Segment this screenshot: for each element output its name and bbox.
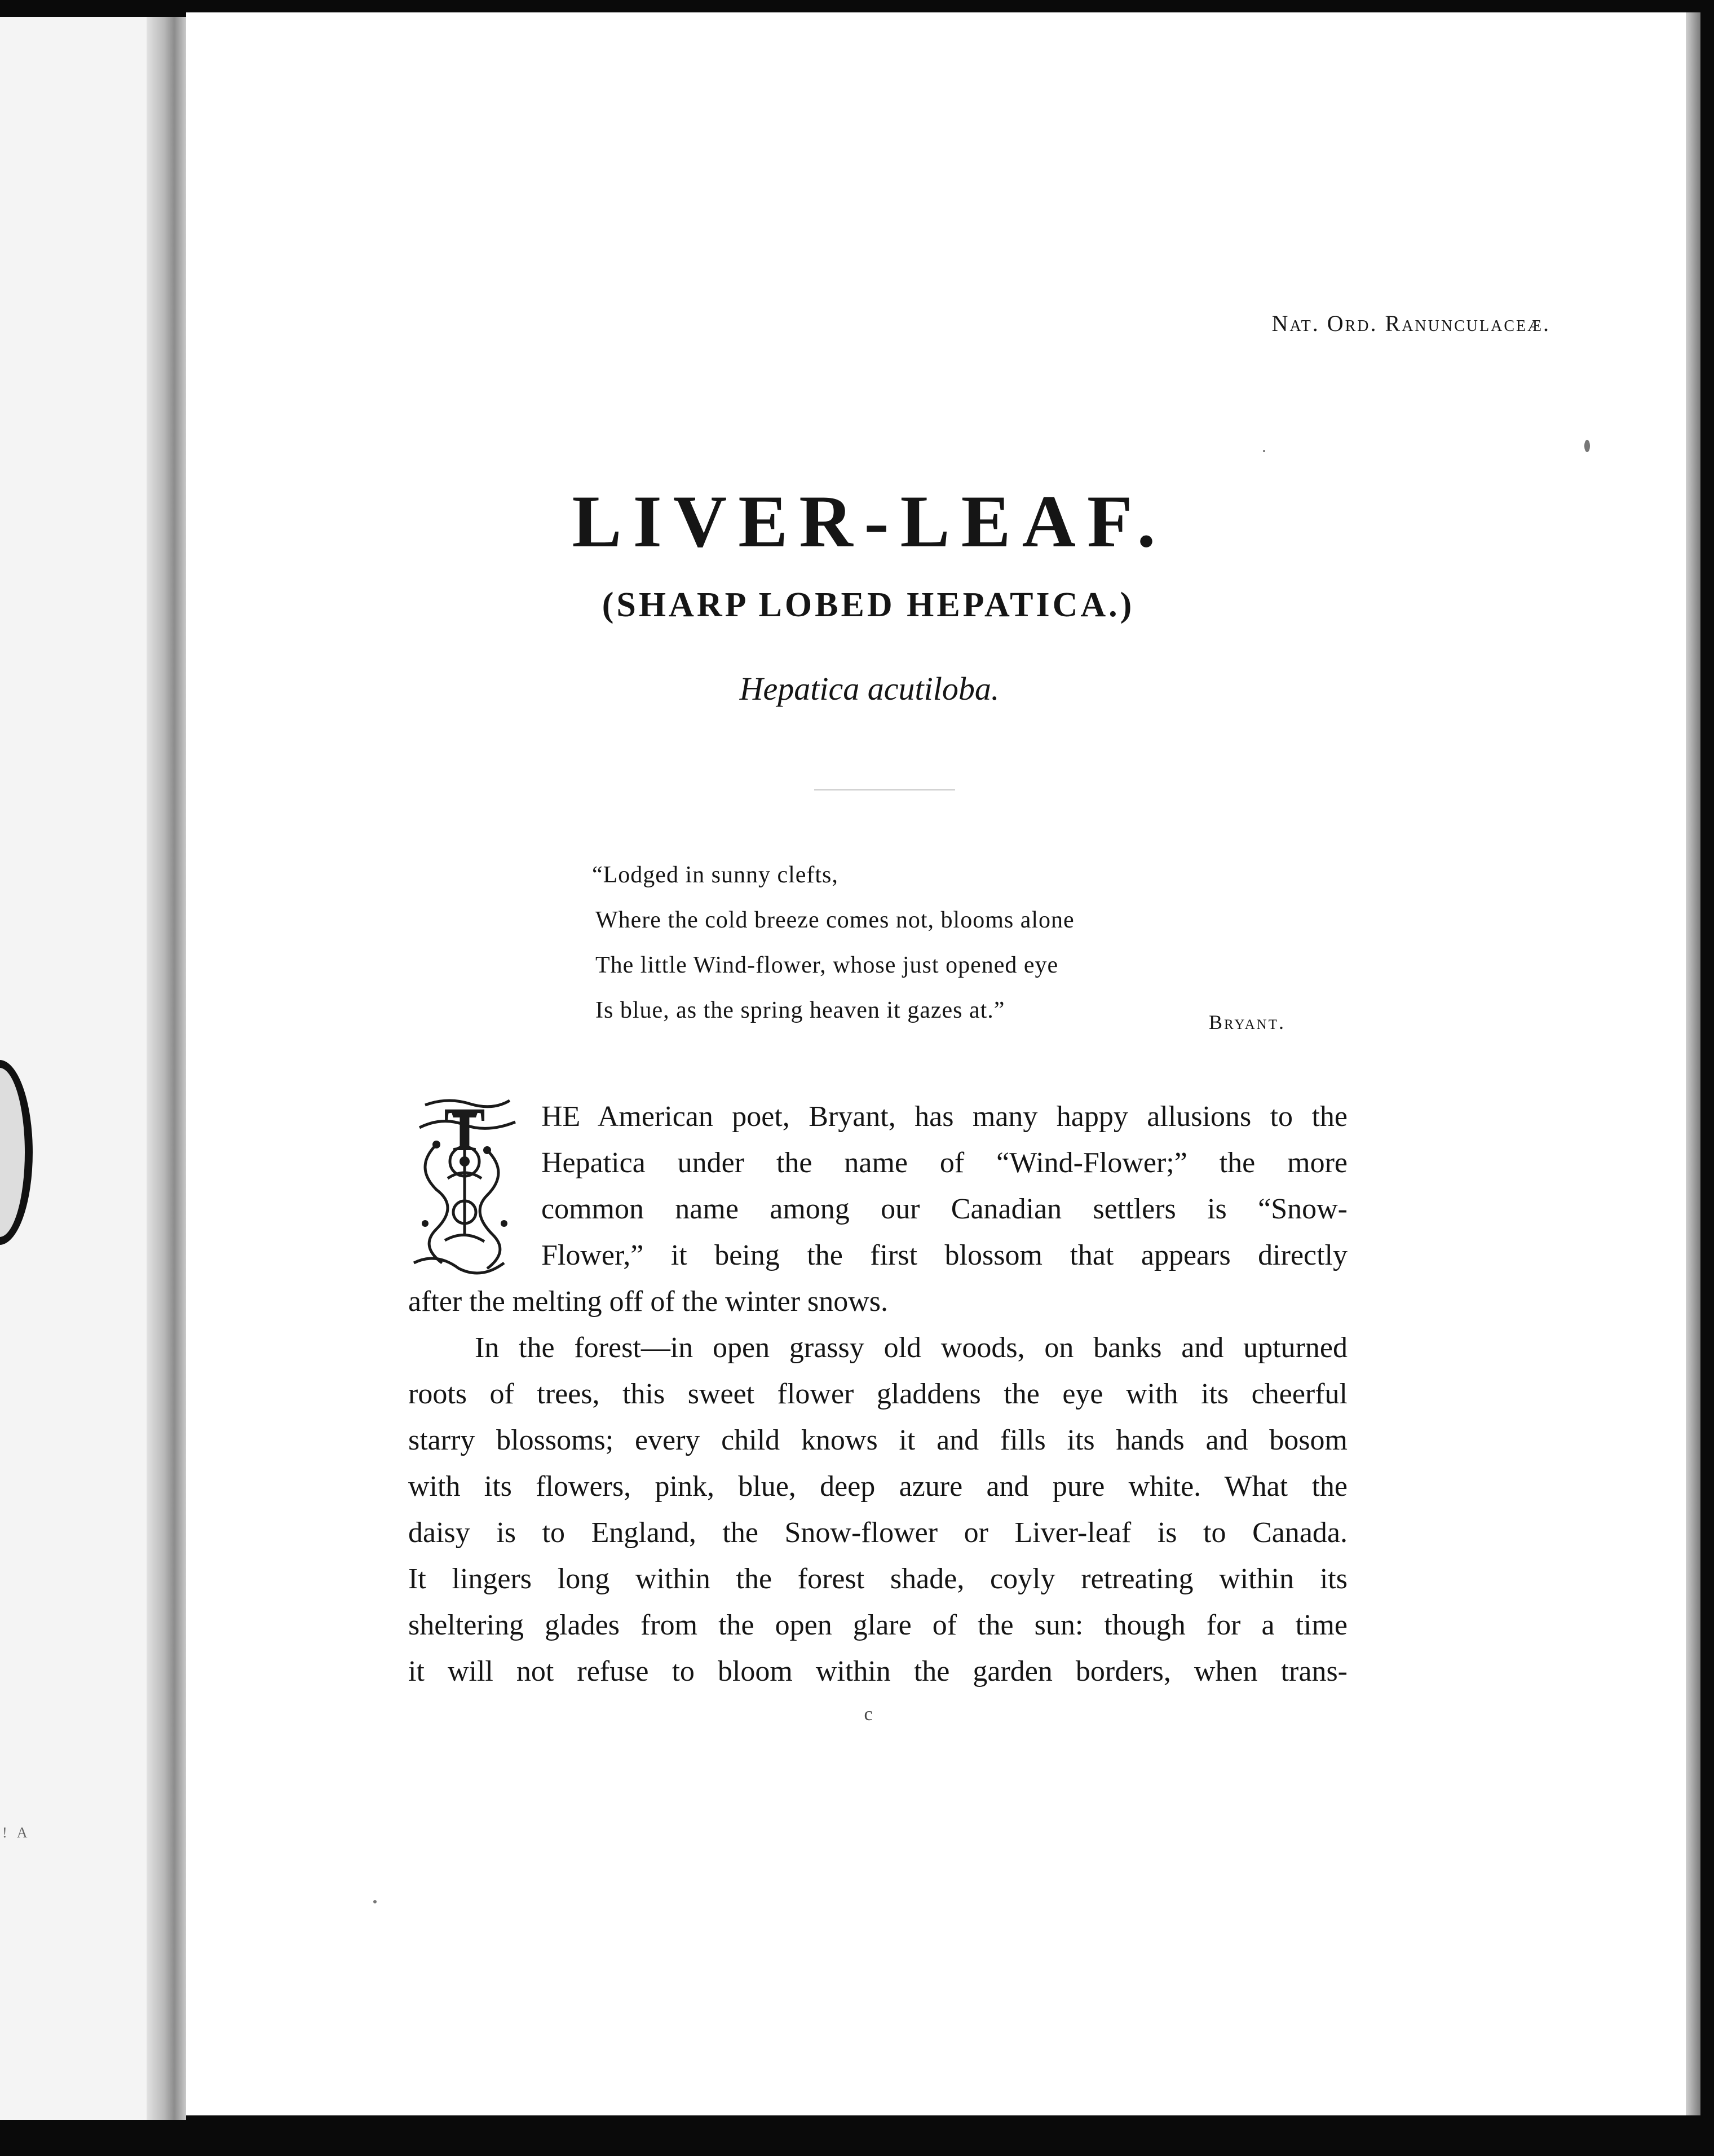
- epigraph-line: “Lodged in sunny clefts,: [592, 862, 838, 888]
- paper-speck: [1584, 440, 1590, 452]
- text-line: Hepatica under the name of “Wind-Flower;” the more: [541, 1147, 1348, 1179]
- text-line: It lingers long within the forest shade, coyly retreating within its: [408, 1563, 1348, 1595]
- drop-cap-letter: T: [444, 1095, 485, 1164]
- page-edge: [1686, 12, 1700, 2115]
- epigraph: [592, 852, 1385, 1033]
- page-subtitle: (SHARP LOBED HEPATICA.): [602, 586, 1135, 624]
- signature-mark: c: [864, 1704, 873, 1725]
- text-line: In the forest—in open grassy old woods, on banks and upturned: [475, 1332, 1348, 1364]
- text-line: it will not refuse to bloom within the garden borders, when trans-: [408, 1655, 1348, 1687]
- text-line: starry blossoms; every child knows it and fills its hands and bosom: [408, 1424, 1348, 1456]
- text-line: Flower,” it being the first blossom that appears directly: [541, 1239, 1348, 1271]
- facing-page-edge: [0, 17, 186, 2120]
- text-line: after the melting off of the winter snows.: [408, 1285, 889, 1318]
- text-line: with its flowers, pink, blue, deep azure and pure white. What the: [408, 1470, 1348, 1503]
- epigraph-author: Bryant.: [1209, 1011, 1285, 1033]
- drop-cap-ornament-icon: [403, 1094, 527, 1280]
- paper-speck: [373, 1900, 377, 1903]
- text-line: roots of trees, this sweet flower gladdens the eye with its cheerful: [408, 1378, 1348, 1410]
- ornamental-drop-cap: [403, 1094, 527, 1280]
- text-line: daisy is to England, the Snow-flower or Liver-leaf is to Canada.: [408, 1517, 1348, 1549]
- natural-order-label: Nat. Ord. Ranunculaceæ.: [1271, 311, 1550, 336]
- text-line: sheltering glades from the open glare of the sun: though for a time: [408, 1609, 1348, 1641]
- botanical-name: Hepatica acutiloba.: [739, 670, 1000, 707]
- body-text: [408, 1279, 1348, 1695]
- epigraph-line: Where the cold breeze comes not, blooms alone: [595, 907, 1075, 933]
- text-line: common name among our Canadian settlers is “Snow-: [541, 1193, 1348, 1225]
- paper-speck: [1263, 450, 1265, 452]
- text-line: HE American poet, Bryant, has many happy allusions to the: [541, 1101, 1348, 1133]
- divider: [814, 789, 955, 790]
- book-page: [186, 12, 1686, 2115]
- margin-mark: ! A: [2, 1824, 31, 1841]
- page-title: LIVER-LEAF.: [572, 480, 1167, 563]
- paragraph-1-lead: [541, 1094, 1348, 1279]
- epigraph-line: Is blue, as the spring heaven it gazes at.”: [595, 997, 1005, 1023]
- epigraph-line: The little Wind-flower, whose just opened eye: [595, 952, 1059, 978]
- gutter-shadow: [147, 17, 186, 2120]
